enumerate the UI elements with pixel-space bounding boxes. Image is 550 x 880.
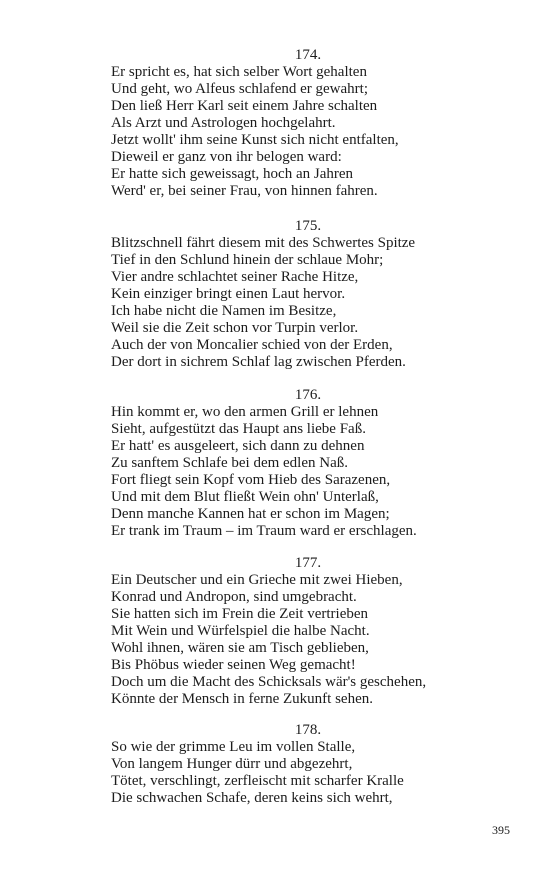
stanza-174 bbox=[111, 47, 451, 200]
verse-line: Von langem Hunger dürr und abgezehrt, bbox=[111, 756, 353, 772]
verse-line: Er spricht es, hat sich selber Wort gehalten bbox=[111, 64, 367, 80]
verse-line: Könnte der Mensch in ferne Zukunft sehen. bbox=[111, 691, 374, 707]
verse-line: Sie hatten sich im Frein die Zeit vertrieben bbox=[111, 606, 369, 622]
stanza-number: 174. bbox=[294, 47, 322, 63]
verse-line: So wie der grimme Leu im vollen Stalle, bbox=[111, 739, 356, 755]
verse-line: Kein einziger bringt einen Laut hervor. bbox=[111, 286, 346, 302]
stanza-number: 177. bbox=[294, 555, 322, 571]
verse-line: Hin kommt er, wo den armen Grill er lehnen bbox=[111, 404, 379, 420]
verse-line: Den ließ Herr Karl seit einem Jahre schalten bbox=[111, 98, 378, 114]
verse-line: Und geht, wo Alfeus schlafend er gewahrt; bbox=[111, 81, 369, 97]
verse-line: Mit Wein und Würfelspiel die halbe Nacht. bbox=[111, 623, 370, 639]
stanza-lines bbox=[111, 739, 451, 807]
stanza-177 bbox=[111, 555, 451, 708]
verse-line: Denn manche Kannen hat er schon im Magen; bbox=[111, 506, 390, 522]
verse-line: Der dort in sichrem Schlaf lag zwischen Pferden. bbox=[111, 354, 406, 370]
verse-line: Bis Phöbus wieder seinen Weg gemacht! bbox=[111, 657, 356, 673]
verse-line: Die schwachen Schafe, deren keins sich wehrt, bbox=[111, 790, 393, 806]
verse-line: Jetzt wollt' ihm seine Kunst sich nicht entfalten, bbox=[111, 132, 399, 148]
stanza-175 bbox=[111, 218, 451, 371]
verse-line: Er hatte sich geweissagt, hoch an Jahren bbox=[111, 166, 353, 182]
verse-line: Und mit dem Blut fließt Wein ohn' Unterlaß, bbox=[111, 489, 379, 505]
verse-line: Doch um die Macht des Schicksals wär's geschehen, bbox=[111, 674, 427, 690]
verse-line: Zu sanftem Schlafe bei dem edlen Naß. bbox=[111, 455, 348, 471]
verse-line: Vier andre schlachtet seiner Rache Hitze, bbox=[111, 269, 359, 285]
page-number: 395 bbox=[492, 823, 510, 837]
verse-line: Er hatt' es ausgeleert, sich dann zu dehnen bbox=[111, 438, 365, 454]
verse-line: Ich habe nicht die Namen im Besitze, bbox=[111, 303, 337, 319]
verse-line: Auch der von Moncalier schied von der Erden, bbox=[111, 337, 393, 353]
verse-line: Er trank im Traum – im Traum ward er erschlagen. bbox=[111, 523, 417, 539]
verse-line: Fort fliegt sein Kopf vom Hieb des Sarazenen, bbox=[111, 472, 391, 488]
verse-line: Sieht, aufgestützt das Haupt ans liebe Faß. bbox=[111, 421, 366, 437]
verse-line: Tief in den Schlund hinein der schlaue Mohr; bbox=[111, 252, 384, 268]
stanza-lines bbox=[111, 572, 451, 708]
stanza-lines bbox=[111, 235, 451, 371]
stanza-178 bbox=[111, 722, 451, 807]
stanza-number: 178. bbox=[294, 722, 322, 738]
verse-line: Blitzschnell fährt diesem mit des Schwertes Spitze bbox=[111, 235, 416, 251]
verse-line: Konrad und Andropon, sind umgebracht. bbox=[111, 589, 357, 605]
verse-line: Als Arzt und Astrologen hochgelahrt. bbox=[111, 115, 336, 131]
verse-line: Werd' er, bei seiner Frau, von hinnen fahren. bbox=[111, 183, 378, 199]
stanza-lines bbox=[111, 404, 451, 540]
stanza-number: 175. bbox=[294, 218, 322, 234]
verse-line: Tötet, verschlingt, zerfleischt mit scharfer Kralle bbox=[111, 773, 404, 789]
stanza-176 bbox=[111, 387, 451, 540]
verse-line: Weil sie die Zeit schon vor Turpin verlor. bbox=[111, 320, 359, 336]
verse-line: Dieweil er ganz von ihr belogen ward: bbox=[111, 149, 342, 165]
verse-line: Wohl ihnen, wären sie am Tisch geblieben, bbox=[111, 640, 369, 656]
stanza-lines bbox=[111, 64, 451, 200]
verse-line: Ein Deutscher und ein Grieche mit zwei Hieben, bbox=[111, 572, 403, 588]
stanza-number: 176. bbox=[294, 387, 322, 403]
